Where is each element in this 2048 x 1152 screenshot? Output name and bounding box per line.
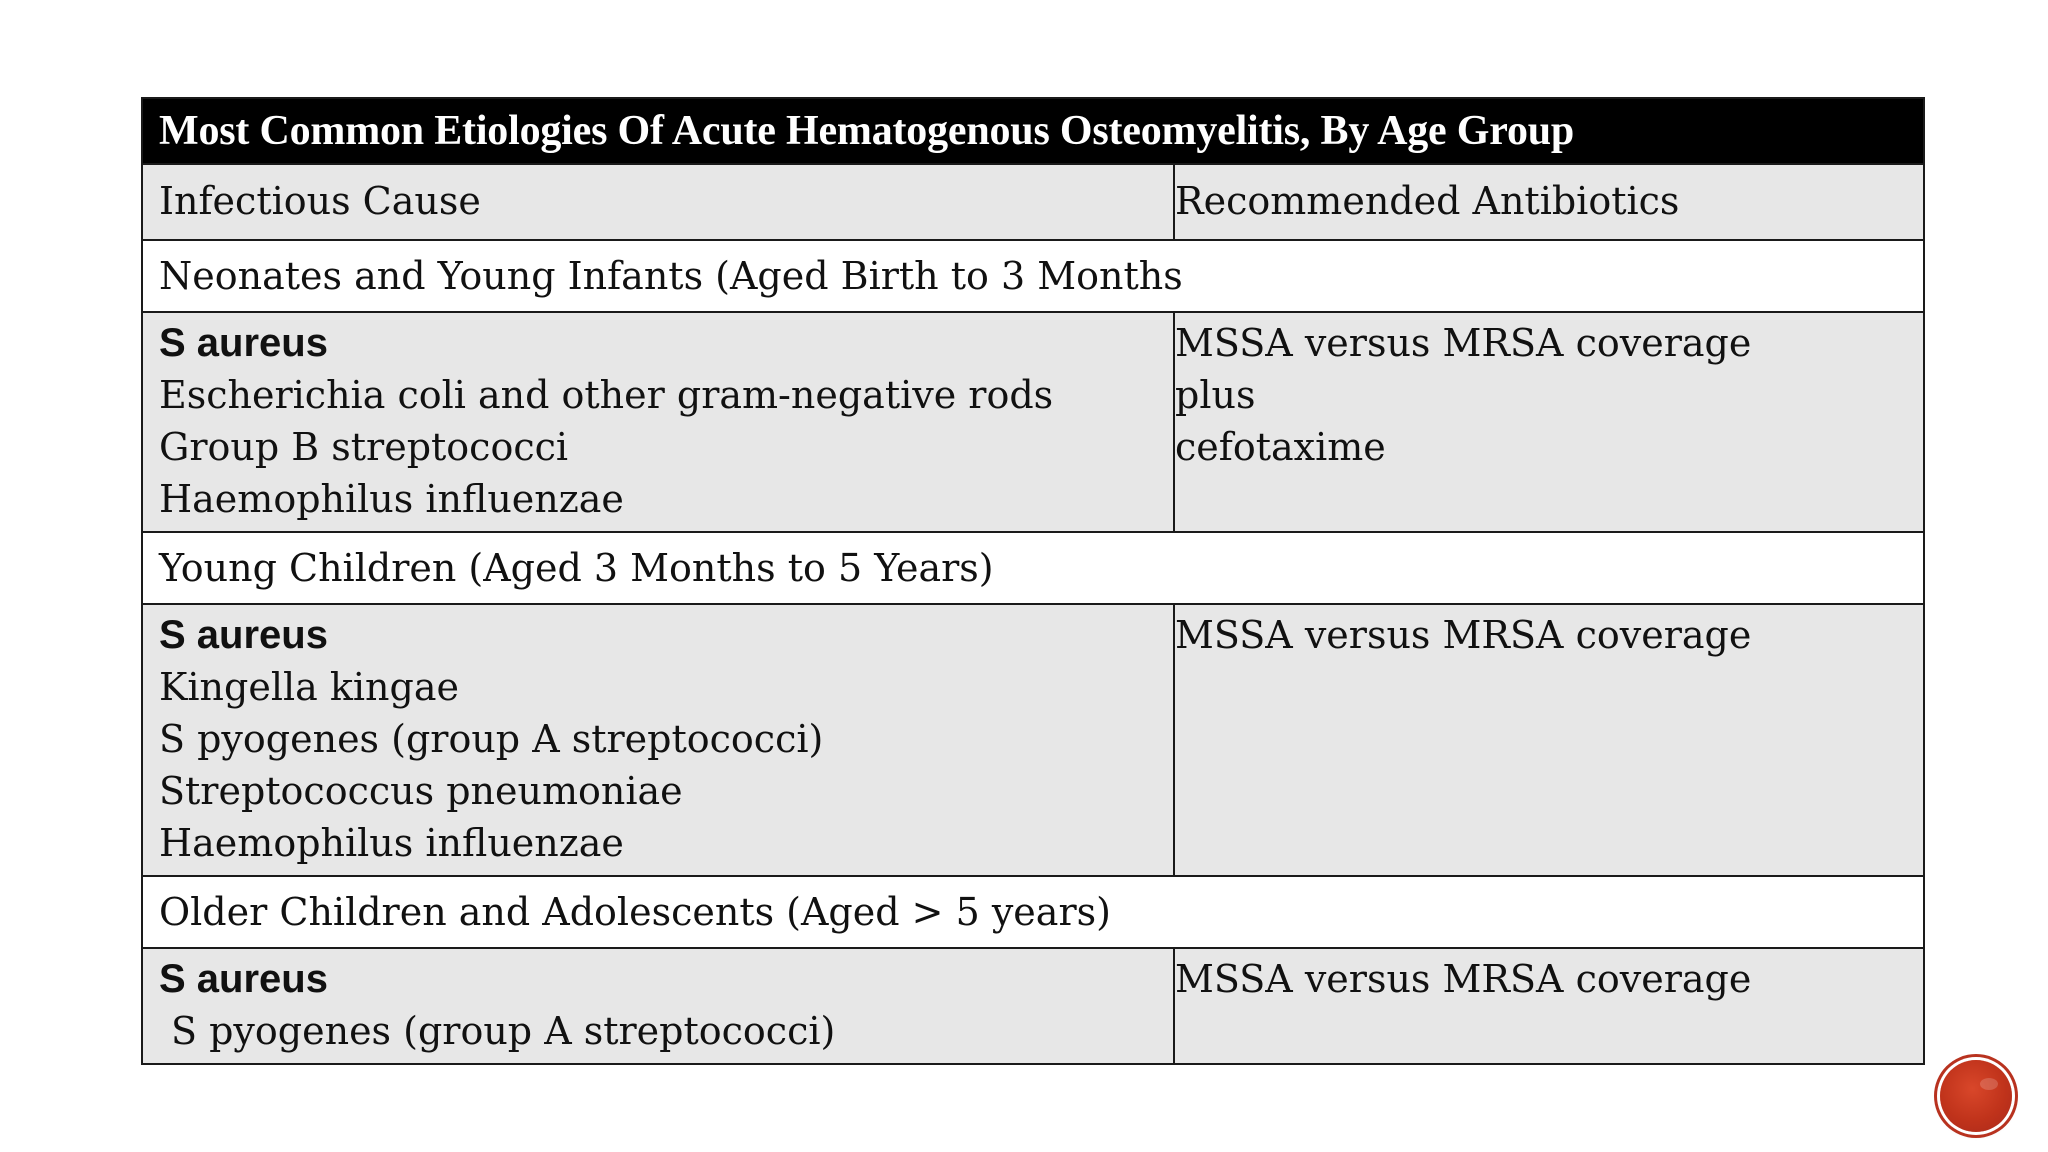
table-title-row <box>142 98 1924 164</box>
next-slide-button[interactable] <box>1940 1060 2012 1132</box>
antibiotic-item: plus <box>1175 373 1256 417</box>
antibiotic-list <box>1174 948 1924 1064</box>
cause-item: S pyogenes (group A streptococci) <box>159 717 824 761</box>
cause-list <box>142 948 1174 1064</box>
next-slide-icon <box>1980 1078 1998 1090</box>
cause-item: Haemophilus influenzae <box>159 477 624 521</box>
antibiotic-item: MSSA versus MRSA coverage <box>1175 613 1752 657</box>
age-group-label: Older Children and Adolescents (Aged > 5 years) <box>142 876 1924 948</box>
table-row <box>142 604 1924 876</box>
age-group-row <box>142 240 1924 312</box>
cause-list <box>142 312 1174 532</box>
etiology-table <box>141 97 1925 1065</box>
cause-item: Haemophilus influenzae <box>159 821 624 865</box>
header-infectious-cause: Infectious Cause <box>142 164 1174 240</box>
table-row <box>142 312 1924 532</box>
cause-item: Streptococcus pneumoniae <box>159 769 683 813</box>
cause-item: S aureus <box>159 321 328 365</box>
table-title: Most Common Etiologies Of Acute Hematogenous Osteomyelitis, By Age Group <box>142 98 1924 164</box>
age-group-label: Neonates and Young Infants (Aged Birth to 3 Months <box>142 240 1924 312</box>
cause-list <box>142 604 1174 876</box>
cause-item: S aureus <box>159 957 328 1001</box>
age-group-label: Young Children (Aged 3 Months to 5 Years) <box>142 532 1924 604</box>
cause-item: Escherichia coli and other gram-negative rods <box>159 373 1054 417</box>
age-group-row <box>142 876 1924 948</box>
table-row <box>142 948 1924 1064</box>
antibiotic-list <box>1174 312 1924 532</box>
cause-item: Kingella kingae <box>159 665 459 709</box>
antibiotic-item: MSSA versus MRSA coverage <box>1175 321 1752 365</box>
cause-item: Group B streptococci <box>159 425 569 469</box>
header-recommended-antibiotics: Recommended Antibiotics <box>1174 164 1924 240</box>
age-group-row <box>142 532 1924 604</box>
antibiotic-item: MSSA versus MRSA coverage <box>1175 957 1752 1001</box>
antibiotic-item: cefotaxime <box>1175 425 1386 469</box>
cause-item: S aureus <box>159 613 328 657</box>
cause-item: S pyogenes (group A streptococci) <box>171 1009 836 1053</box>
antibiotic-list <box>1174 604 1924 876</box>
column-header-row <box>142 164 1924 240</box>
